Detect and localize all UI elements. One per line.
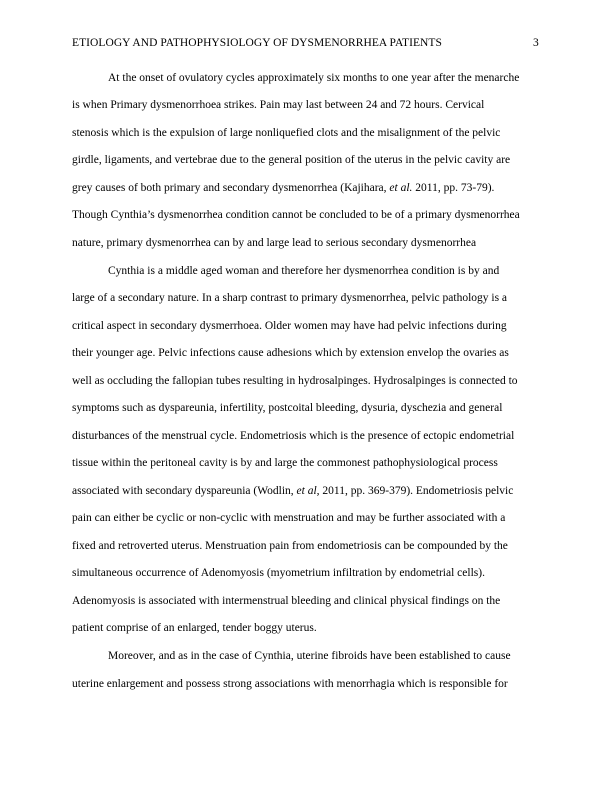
running-head: ETIOLOGY AND PATHOPHYSIOLOGY OF DYSMENORRHEA PATIENTS bbox=[72, 37, 442, 49]
text-line: tissue within the peritoneal cavity is by and large the commonest pathophysiological process bbox=[72, 457, 498, 469]
text-line: well as occluding the fallopian tubes resulting in hydrosalpinges. Hydrosalpinges is connected to bbox=[72, 375, 518, 387]
text-line: associated with secondary dyspareunia (Wodlin, et al, 2011, pp. 369-379). Endometriosis pelvic bbox=[72, 485, 514, 497]
page-number: 3 bbox=[533, 37, 539, 49]
text-line: pain can either be cyclic or non-cyclic with menstruation and may be further associated with a bbox=[72, 512, 506, 524]
text-line: disturbances of the menstrual cycle. Endometriosis which is the presence of ectopic endometrial bbox=[72, 430, 515, 442]
text-line: stenosis which is the expulsion of large nonliquefied clots and the misalignment of the pelvic bbox=[72, 127, 501, 139]
text-line: is when Primary dysmenorrhoea strikes. Pain may last between 24 and 72 hours. Cervical bbox=[72, 99, 485, 111]
text-line: Cynthia is a middle aged woman and therefore her dysmenorrhea condition is by and bbox=[108, 265, 500, 277]
text-line: symptoms such as dyspareunia, infertility, postcoital bleeding, dysuria, dyschezia and general bbox=[72, 402, 503, 414]
text-line: nature, primary dysmenorrhea can by and large lead to serious secondary dysmenorrhea bbox=[72, 237, 477, 249]
text-line: grey causes of both primary and secondary dysmenorrhea (Kajihara, et al. 2011, pp. 73-79). bbox=[72, 182, 495, 194]
text-line: uterine enlargement and possess strong associations with menorrhagia which is responsible for bbox=[72, 678, 508, 690]
text-line: fixed and retroverted uterus. Menstruation pain from endometriosis can be compounded by the bbox=[72, 540, 508, 552]
text-line: large of a secondary nature. In a sharp contrast to primary dysmenorrhea, pelvic pathology is a bbox=[72, 292, 508, 304]
text-line: Moreover, and as in the case of Cynthia, uterine fibroids have been established to cause bbox=[108, 650, 511, 662]
citation-italic: et al. bbox=[389, 182, 413, 194]
text-line: patient comprise of an enlarged, tender boggy uterus. bbox=[72, 622, 317, 634]
text-line: Though Cynthia’s dysmenorrhea condition cannot be concluded to be of a primary dysmenorrhea bbox=[72, 209, 520, 221]
text-line: their younger age. Pelvic infections cause adhesions which by extension envelop the ovaries as bbox=[72, 347, 509, 359]
text-line: girdle, ligaments, and vertebrae due to the general position of the uterus in the pelvic cavity are bbox=[72, 154, 511, 166]
text-line: Adenomyosis is associated with intermenstrual bleeding and clinical physical findings on the bbox=[72, 595, 501, 607]
text-line: At the onset of ovulatory cycles approximately six months to one year after the menarche bbox=[108, 72, 520, 84]
text-line: simultaneous occurrence of Adenomyosis (myometrium infiltration by endometrial cells). bbox=[72, 567, 485, 579]
text-line: critical aspect in secondary dysmerrhoea. Older women may have had pelvic infections during bbox=[72, 320, 507, 332]
citation-italic: et al, bbox=[296, 485, 320, 497]
